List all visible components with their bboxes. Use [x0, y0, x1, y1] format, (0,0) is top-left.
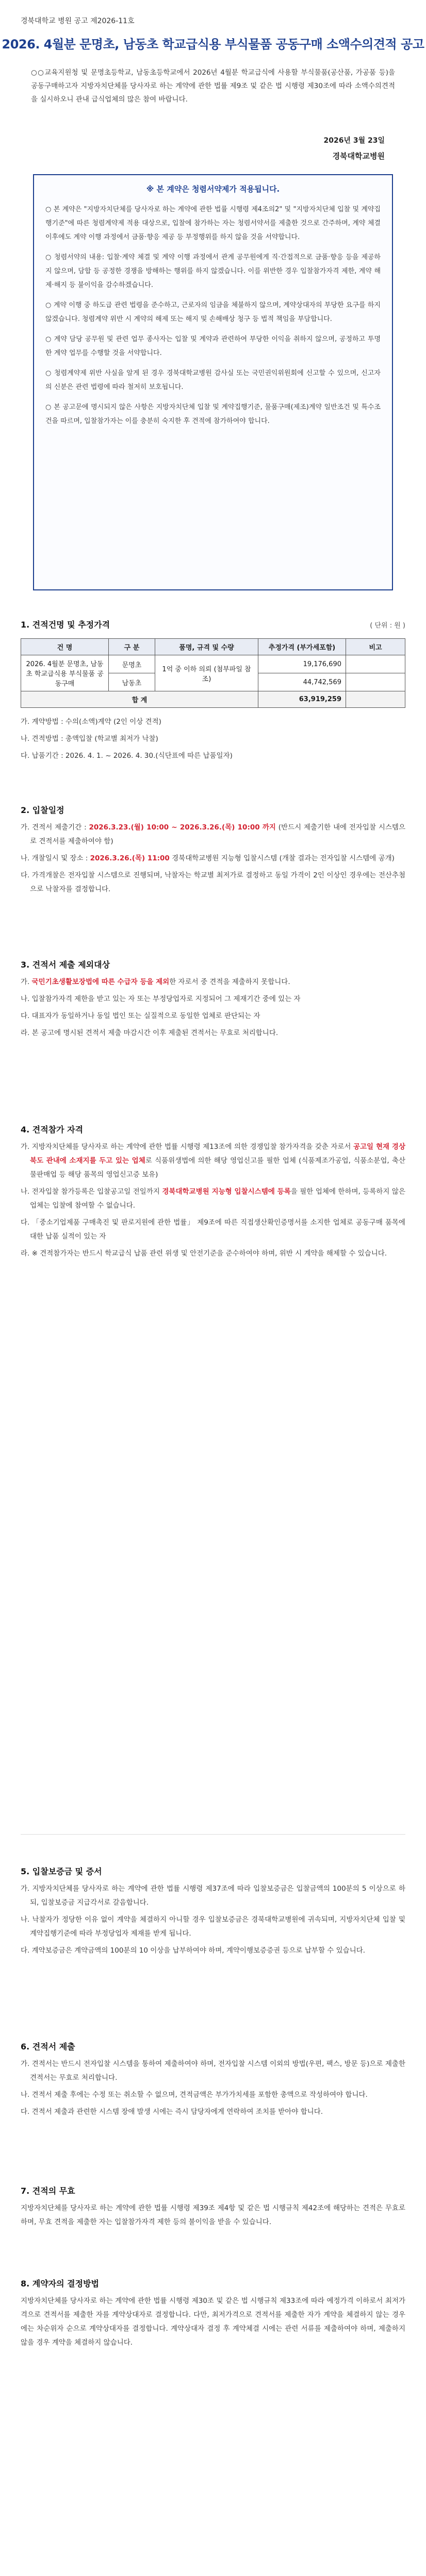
list-item: [21, 1026, 405, 1040]
column-header: 구 분: [109, 639, 155, 655]
text-span: 학교급식 납품 관련 위생 및 안전기준을 준수하여야 하며, 위반 시 계약을 해제할 수 있습니다.: [105, 1249, 387, 1258]
estimate-table: [21, 638, 405, 708]
table-header-row: [21, 639, 405, 655]
issuer-name: 경북대학교병원: [332, 151, 385, 161]
section-title: 7. 견적의 무효: [21, 2186, 75, 2196]
section-estimate-items: [21, 618, 405, 766]
integrity-notice-item: ○ 계약 담당 공무원 및 관련 업무 종사자는 입찰 및 계약과 관련하여 부당한 이익을 취하지 않으며, 공정하고 투명한 계약 업무를 수행할 것을 서약합니다.: [45, 335, 381, 357]
total-price: 63,919,259: [258, 691, 346, 708]
section-eligibility: [21, 1123, 405, 1264]
section-title: 1. 견적건명 및 추정가격: [21, 620, 110, 630]
section-schedule: [21, 804, 405, 900]
price-cell: 19,176,690: [258, 655, 346, 673]
notice-date: 2026년 3월 23일: [323, 137, 385, 145]
section-title: 5. 입찰보증금 및 증서: [21, 1867, 102, 1876]
integrity-notice-item: ○ 청렴서약의 내용: 입찰·계약 체결 및 계약 이행 과정에서 관계 공무원에게 직·간접적으로 금품·향응 등을 제공하지 않으며, 담합 등 공정한 경쟁을 방해하는 행위를 하지 않겠습니다. 이를 위반한 경우 입찰참가자격 제한, 계약 해제·해지 등 불이익을 감수하겠습니다.: [45, 253, 381, 289]
list-item: [21, 852, 405, 866]
column-header: 추정가격 (부가세포함): [258, 639, 346, 655]
text-span: 라. 본 공고에: [21, 1029, 63, 1037]
column-header: 건 명: [21, 639, 109, 655]
estimate-method: 나. 견적방법 : 총액입찰 (학교별 최저가 낙찰): [21, 735, 158, 743]
item-name-cell: 2026. 4월분 문명초, 남동초 학교급식용 부식물품 공동구매: [21, 655, 109, 691]
total-row: [21, 691, 405, 708]
text-span: 경북대학교병원 지능형 입찰시스템 (개찰 결과는 전자입찰 시스템에 공개): [169, 854, 395, 862]
list-item: [21, 869, 405, 896]
text-span: 다. 견적서 제출과 관련한 시스템 장애 발생 시에는: [21, 2108, 175, 2116]
section-submission: [21, 2040, 405, 2122]
text-span: 을 필한 업체에 한하며, 등록하지 않은 업체는 입찰에 참여할 수 없습니다.: [30, 1188, 405, 1210]
page-divider: [21, 1834, 405, 1835]
list-item: 나. 견적서 제출 후에는 수정 또는 취소할 수 없으며, 견적금액은 부가가치세를 포함한 총액으로 작성하여야 합니다.: [21, 2091, 368, 2099]
integrity-notice-item: ○ 계약 이행 중 하도급 관련 법령을 준수하고, 근로자의 임금을 체불하지 않으며, 계약상대자의 부당한 요구를 하지 않겠습니다. 청렴계약 위반 시 계약의 해제 또는 해지 및 손해배상 청구 등 법적 책임을 부담합니다.: [45, 301, 381, 323]
page-title: 2026. 4월분 문명초, 남동초 학교급식용 부식물품 공동구매 소액수의견적 공고: [2, 37, 424, 52]
spec-cell: 1억 중 이하 의뢰 (첨부파일 참조): [155, 655, 258, 691]
list-item: 나. 낙찰자가 정당한 이유 없이 계약을 체결하지 아니할 경우 입찰보증금은 경북대학교병원에 귀속되며, 지방자치단체 입찰 및 계약집행기준에 따라 부정당업자 제재를 받게 됩니다.: [21, 1916, 405, 1938]
list-item: [21, 1185, 405, 1213]
highlight-text: 공고일 현재 경상북도 관내에 소재지를 두고 있는 업체: [30, 1143, 405, 1165]
intro-paragraph: ○○교육지원청 및 문명초등학교, 남동초등학교에서 2026년 4월분 학교급식에 사용할 부식물품(공산품, 가공품 등)을 공동구매하고자 지방자치단체를 당사자로 하는 계약에 관한 법률 제9조 및 같은 법 시행령 제30조에 따라 소액수의견적을 실시하오니 관내 급식업체의 많은 참여 바랍니다.: [31, 69, 395, 104]
document-number: 경북대학교 병원 공고 제2026-11호: [21, 17, 135, 25]
list-item: [21, 1140, 405, 1182]
text-span: 라. ※ 견적참가자는 반드시: [21, 1249, 105, 1258]
total-label: 합 계: [21, 691, 258, 708]
list-item: [21, 1009, 405, 1023]
list-item: [21, 1247, 405, 1261]
highlight-text: 2026.3.23.(월) 10:00 ~ 2026.3.26.(목) 10:00 까지: [89, 823, 276, 832]
section-title: 6. 견적서 제출: [21, 2042, 75, 2052]
highlight-text: 국민기초생활보장법에 따른 수급자 등을 제외: [31, 978, 170, 986]
contract-method: 가. 계약방법 : 수의(소액)계약 (2인 이상 견적): [21, 718, 161, 726]
text-span: (반드시 제출기한 내에 전자입찰 시스템으로 견적서를 제출하여야 함): [30, 823, 405, 845]
highlight-text: 2026.3.26.(목) 11:00: [90, 854, 170, 862]
note-cell: [346, 655, 405, 673]
list-item: 가. 지방자치단체를 당사자로 하는 계약에 관한 법률 시행령 제37조에 따라 입찰보증금은 입찰금액의 100분의 5 이상으로 하되, 입찰보증금 지급각서로 갈음합니다.: [21, 1885, 405, 1907]
list-item: [21, 992, 405, 1006]
section-title: 3. 견적서 제출 제외대상: [21, 960, 110, 970]
text-span: 가. 견적서 제출기간 :: [21, 823, 89, 832]
text-span: 다. 「중소기업제품 구매촉진 및 판로지원에 관한 법률」 제9조에 따른 직접생산확인증명서를 소지한 업체로 공동구매 품목에 대한 납품 실적이 있는 자: [21, 1218, 405, 1241]
list-item: [21, 975, 405, 989]
integrity-notice-box: [33, 174, 393, 590]
price-cell: 44,742,569: [258, 673, 346, 691]
integrity-notice-item: ○ 본 공고문에 명시되지 않은 사항은 지방자치단체 입찰 및 계약집행기준, 물품구매(제조)계약 일반조건 및 특수조건을 따르며, 입찰참가자는 이를 충분히 숙지한 후 견적에 참가하여야 합니다.: [45, 403, 381, 425]
section-paragraph: 지방자치단체를 당사자로 하는 계약에 관한 법률 시행령 제39조 제4항 및 같은 법 시행규칙 제42조에 해당하는 견적은 무효로 하며, 무효 견적을 제출한 자는 입찰참가자격 제한 등의 불이익을 받을 수 있습니다.: [21, 2204, 405, 2226]
column-header: 품명, 규격 및 수량: [155, 639, 258, 655]
list-item: [21, 1216, 405, 1244]
section-paragraph: 지방자치단체를 당사자로 하는 계약에 관한 법률 시행령 제30조 및 같은 법 시행규칙 제33조에 따라 예정가격 이하로서 최저가격으로 견적서를 제출한 자를 계약상대자로 결정합니다. 다만, 최저가격으로 견적서를 제출한 자가 계약을 체결하지 않는 경우에는 차순위자 순으로 계약상대자를 결정합니다. 계약상대자 결정 후 계약체결 시에는 관련 서류를 제출하여야 하며, 제출하지 않을 경우 계약을 체결하지 않습니다.: [21, 2297, 405, 2347]
text-span: 나. 개찰일시 및 장소 :: [21, 854, 90, 862]
unit-label: ( 단위 : 원 ): [370, 622, 405, 630]
text-span: 다. 대표자가 동일하거나 동일 법인 또는 실질적으로 동일한 업체로 판단되는 자: [21, 1012, 260, 1020]
text-span: 나. 전자입찰 참가등록은 입찰공고일 전일까지: [21, 1188, 162, 1196]
text-span: 나. 입찰참가자격 제한을 받고 있는 자 또는 부정당업자로 지정되어 그 제재기간 중에 있는 자: [21, 995, 301, 1003]
column-header: 비고: [346, 639, 405, 655]
text-span: 가.: [21, 978, 32, 986]
list-item: [21, 2105, 405, 2119]
integrity-notice-item: ○ 청렴계약제 위반 사실을 알게 된 경우 경북대학교병원 감사실 또는 국민권익위원회에 신고할 수 있으며, 신고자의 신분은 관련 법령에 따라 철저히 보호됩니다.: [45, 369, 381, 391]
school-cell: 남동초: [109, 673, 155, 691]
text-span: 다. 가격개찰은 전자입찰 시스템으로 진행되며, 낙찰자는 학교별 최저가로 결정하고 동일 가격이 2인 이상인 경우에는 전산추첨으로 낙찰자를 결정합니다.: [21, 871, 405, 893]
note-cell: [346, 673, 405, 691]
school-cell: 문명초: [109, 655, 155, 673]
text-span: 한 자로서 중 견적을 제출하지 못합니다.: [169, 978, 290, 986]
integrity-notice-title: ※ 본 계약은 청렴서약제가 적용됩니다.: [146, 184, 280, 194]
section-invalid: [21, 2184, 405, 2234]
text-span: 명시된 견적서 제출 마감시간 이후 제출된 견적서는 무효로 처리합니다.: [63, 1029, 278, 1037]
text-span: 가. 지방자치단체를 당사자로 하는 계약에 관한 법률 시행령 제13조에 의한 경쟁입찰 참가자격을 갖춘 자로서: [21, 1143, 353, 1151]
text-span: 즉시 담당자에게 연락하여 조치를 받아야 합니다.: [175, 2108, 323, 2116]
total-note-cell: [346, 691, 405, 708]
list-item: [21, 821, 405, 849]
list-item: 가. 견적서는 반드시 전자입찰 시스템을 통하여 제출하여야 하며, 전자입찰 시스템 이외의 방법(우편, 팩스, 방문 등)으로 제출한 견적서는 무효로 처리합니다.: [21, 2060, 405, 2082]
text-span: 로 식품위생법에 의한 해당 영업신고를 필한 업체 (식품제조가공업, 식품소분업, 축산물판매업 등 해당 품목의 영업신고증 보유): [30, 1157, 405, 1179]
section-selection: [21, 2277, 405, 2355]
section-exclusions: [21, 958, 405, 1043]
table-row: [21, 655, 405, 673]
section-deposit: [21, 1865, 405, 1961]
section-title: 4. 견적참가 자격: [21, 1125, 84, 1134]
integrity-notice-item: ○ 본 계약은 "지방자치단체를 당사자로 하는 계약에 관한 법률 시행령 제4조의2" 및 "지방자치단체 입찰 및 계약집행기준"에 따른 청렴계약제 적용 대상으로, 입찰에 참가하는 자는 청렴서약서를 제출한 것으로 간주하며, 계약 체결 이후에도 계약 이행 과정에서 금품·향응 제공 등 부정행위를 하지 않을 것을 서약합니다.: [45, 206, 381, 241]
section-title: 2. 입찰일정: [21, 805, 64, 815]
list-item: 다. 계약보증금은 계약금액의 100분의 10 이상을 납부하여야 하며, 계약이행보증증권 등으로 납부할 수 있습니다.: [21, 1946, 366, 1955]
highlight-text: 경북대학교병원 지능형 입찰시스템에 등록: [162, 1188, 291, 1196]
delivery-period: 다. 납품기간 : 2026. 4. 1. ~ 2026. 4. 30.(식단표에 따른 납품일자): [21, 752, 233, 760]
section-title: 8. 계약자의 결정방법: [21, 2279, 99, 2289]
